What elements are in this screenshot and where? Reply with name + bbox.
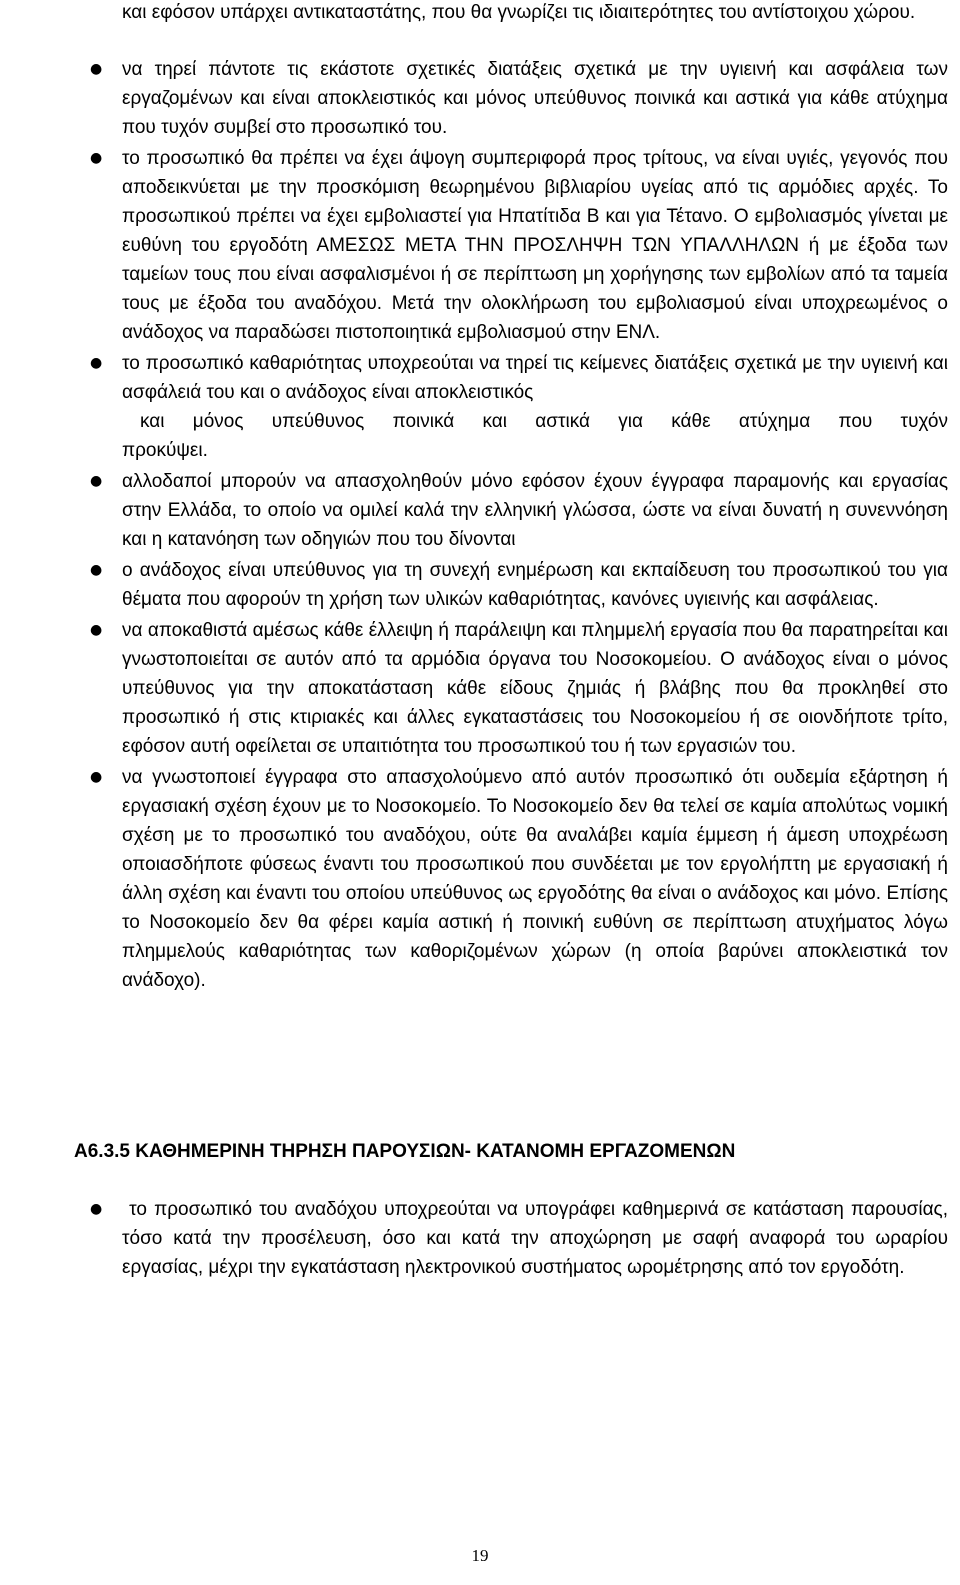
bullet-icon: ● <box>90 355 103 371</box>
section-heading: Α6.3.5 ΚΑΘΗΜΕΡΙΝΗ ΤΗΡΗΣΗ ΠΑΡΟΥΣΙΩΝ- ΚΑΤΑΝΟΜΗ ΕΡΓΑΖΟΜΕΝΩΝ <box>74 1141 736 1162</box>
list-item-text-end: προκύψει. <box>122 440 208 461</box>
bullet-icon: ● <box>90 769 103 785</box>
list-item-text: να γνωστοποιεί έγγραφα στο απασχολούμενο από αυτόν προσωπικό ότι ουδεμία εξάρτηση ή εργασιακή σχέση έχουν με το Νοσοκομείο. Το Νοσοκομείο δεν θα τελεί σε καμία απολύτως νομική σχέση με το προσωπικό του αναδόχου, ούτε θα αναλάβει καμία έμμεση ή άμεση υποχρέωση οποιασδήποτε φύσεως έναντι του προσωπικού που συνδέεται με τον εργολήπτη με εργασιακή ή άλλη σχέση και έναντι του οποίου υπεύθυνος ως εργοδότης θα είναι ο ανάδοχος και μόνο. Επίσης το Νοσοκομείο δεν θα φέρει καμία αστική ή ποινική ευθύνη σε περίπτωση ατυχήματος λόγω πλημμελούς καθαριότητας των καθοριζομένων χώρων (η οποία βαρύνει αποκλειστικά τον ανάδοχο). <box>122 767 948 991</box>
bullet-icon: ● <box>90 150 103 166</box>
list-item <box>0 556 948 614</box>
list-item <box>0 763 948 995</box>
page-number: 19 <box>471 1546 489 1565</box>
attendance-list <box>0 1195 960 1284</box>
list-item <box>0 349 948 465</box>
list-item <box>0 55 948 142</box>
list-item <box>0 467 948 554</box>
bullet-icon: ● <box>90 562 103 578</box>
bullet-icon: ● <box>90 61 103 77</box>
list-item <box>0 1195 954 1282</box>
list-item-text: ο ανάδοχος είναι υπεύθυνος για τη συνεχή ενημέρωση και εκπαίδευση του προσωπικού του για θέματα που αφορούν τη χρήση των υλικών καθαριότητας, κανόνες υγιεινής και ασφάλειας. <box>122 560 948 610</box>
list-item-text: το προσωπικό του αναδόχου υποχρεούται να υπογράφει καθημερινά σε κατάσταση παρουσίας, τόσο κατά την προσέλευση, όσο και κατά την αποχώρηση με σαφή αναφορά του ωραρίου εργασίας, μέχρι την εγκατάσταση ηλεκτρονικού συστήματος ωρομέτρησης από τον εργοδότη. <box>122 1199 954 1278</box>
bullet-icon: ● <box>90 622 103 638</box>
bullet-icon: ● <box>90 1201 103 1217</box>
list-item-text: να τηρεί πάντοτε τις εκάστοτε σχετικές διατάξεις σχετικά με την υγιεινή και ασφάλεια των εργαζομένων και είναι αποκλειστικός και μόνος υπεύθυνος ποινικά και αστικά για κάθε ατύχημα που τυχόν συμβεί στο προσωπικό του. <box>122 59 948 138</box>
list-item <box>0 144 948 347</box>
list-item-text-indented: και μόνος υπεύθυνος ποινικά και αστικά για κάθε ατύχημα που τυχόν <box>140 411 948 432</box>
list-item-text: το προσωπικό καθαριότητας υποχρεούται να τηρεί τις κείμενες διατάξεις σχετικά με την υγιεινή και ασφάλειά του και ο ανάδοχος είναι αποκλειστικός <box>122 353 948 403</box>
list-item-text: αλλοδαποί μπορούν να απασχοληθούν μόνο εφόσον έχουν έγγραφα παραμονής και εργασίας στην Ελλάδα, το οποίο να ομιλεί καλά την ελληνική γλώσσα, ώστε να είναι δυνατή η συνεννόηση και η κατανόηση των οδηγιών που του δίνονται <box>122 471 948 550</box>
list-item <box>0 616 948 761</box>
continuation-paragraph: και εφόσον υπάρχει αντικαταστάτης, που θα γνωρίζει τις ιδιαιτερότητες του αντίστοιχου χώρου. <box>122 2 916 23</box>
list-item-text: να αποκαθιστά αμέσως κάθε έλλειψη ή παράλειψη και πλημμελή εργασία που θα παρατηρείται και γνωστοποιείται σε αυτόν από τα αρμόδια όργανα του Νοσοκομείου. Ο ανάδοχος είναι ο μόνος υπεύθυνος για την αποκατάσταση κάθε είδους ζημιάς ή βλάβης που θα προκληθεί στο προσωπικό ή στις κτιριακές και άλλες εγκαταστάσεις του Νοσοκομείου ή σε οιονδήποτε τρίτο, εφόσον αυτή οφείλεται σε υπαιτιότητα του προσωπικού του ή των εργασιών του. <box>122 620 948 757</box>
requirements-list <box>0 55 960 997</box>
bullet-icon: ● <box>90 473 103 489</box>
list-item-text: το προσωπικό θα πρέπει να έχει άψογη συμπεριφορά προς τρίτους, να είναι υγιές, γεγονός που αποδεικνύεται με την προσκόμιση θεωρημένου βιβλιαρίου υγείας από τις αρμόδιες αρχές. Το προσωπικού πρέπει να έχει εμβολιαστεί για Ηπατίτιδα Β και για Τέτανο. Ο εμβολιασμός γίνεται με ευθύνη του εργοδότη ΑΜΕΣΩΣ ΜΕΤΑ ΤΗΝ ΠΡΟΣΛΗΨΗ ΤΩΝ ΥΠΑΛΛΗΛΩΝ ή με έξοδα των ταμείων τους που είναι ασφαλισμένοι ή σε περίπτωση μη χορήγησης των εμβολίων από τα ταμεία τους με έξοδα του αναδόχου. Μετά την ολοκλήρωση του εμβολιασμού είναι υποχρεωμένος ο ανάδοχος να παραδώσει πιστοποιητικά εμβολιασμού στην ΕΝΛ. <box>122 148 948 343</box>
